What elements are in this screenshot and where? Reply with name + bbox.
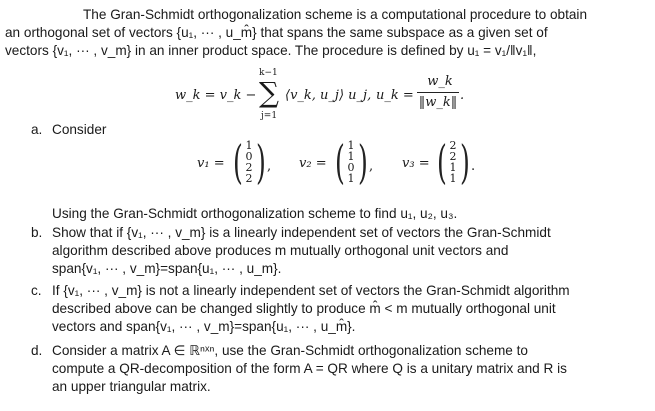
part-b-label: b. xyxy=(31,225,43,240)
v2-entry: 0 xyxy=(347,161,355,174)
v1-entry: 2 xyxy=(245,161,253,174)
fraction-bar xyxy=(417,92,459,93)
intro-line-1: The Gran-Schmidt orthogonalization scheme is a computational procedure to obtain xyxy=(83,7,588,22)
part-d-label: d. xyxy=(31,343,43,358)
part-d-line-1: Consider a matrix A ∈ ℝⁿˣⁿ, use the Gran-Schmidt orthogonalization scheme to xyxy=(52,343,528,358)
v1-right-paren: ) xyxy=(256,135,266,189)
part-b-line-1: Show that if {v₁, ··· , v_m} is a linearly independent set of vectors the Gran-Schmidt xyxy=(52,225,551,240)
part-d-line-2: compute a QR-decomposition of the form A = QR where Q is a unitary matrix and R is xyxy=(52,361,567,376)
v1-separator: , xyxy=(267,159,272,174)
sum-symbol: ∑ xyxy=(259,76,279,109)
sum-upper-limit: k−1 xyxy=(259,68,278,78)
formula-period: . xyxy=(460,88,465,103)
part-c-line-3: vectors and span{v₁, ··· , v_m}=span{u₁, ··· , u_m̂}. xyxy=(52,319,356,334)
v3-entry: 1 xyxy=(449,161,457,174)
part-c-line-2: described above can be changed slightly to produce m̂ < m mutually orthogonal unit xyxy=(52,301,556,316)
v1-entry: 0 xyxy=(245,150,253,163)
fraction-numerator: w_k xyxy=(427,74,453,89)
part-b-line-3: span{v₁, ··· , v_m}=span{u₁, ··· , u_m}. xyxy=(52,261,282,276)
u-definition: u_k = xyxy=(376,88,414,103)
v2-label: v₂ = xyxy=(299,156,327,171)
v1-entry: 2 xyxy=(245,172,253,185)
v2-entry: 1 xyxy=(347,139,355,152)
v2-entry: 1 xyxy=(347,172,355,185)
part-b-line-2: algorithm described above produces m mutually orthogonal unit vectors and xyxy=(52,243,509,258)
part-c-label: c. xyxy=(31,283,42,298)
w-definition: w_k = v_k − xyxy=(175,88,257,103)
sum-lower-limit: j=1 xyxy=(261,111,278,121)
sum-body: ⟨v_k, u_j⟩ u_j, xyxy=(285,88,372,103)
v3-entry: 1 xyxy=(449,172,457,185)
fraction-denominator: ‖w_k‖ xyxy=(418,95,458,110)
v3-right-paren: ) xyxy=(460,135,470,189)
v2-entry: 1 xyxy=(347,150,355,163)
v3-left-paren: ( xyxy=(437,135,447,189)
v3-label: v₃ = xyxy=(402,156,430,171)
intro-line-3: vectors {v₁, ··· , v_m} in an inner product space. The procedure is defined by u₁ = v₁/‖v₁‖, xyxy=(5,43,537,58)
v2-left-paren: ( xyxy=(335,135,345,189)
intro-line-2: an orthogonal set of vectors {u₁, ··· , u_m̂} that spans the same subspace as a given set of xyxy=(5,25,548,40)
v3-entry: 2 xyxy=(449,150,457,163)
part-a-instruction: Using the Gran-Schmidt orthogonalization scheme to find u₁, u₂, u₃. xyxy=(52,206,458,221)
v1-left-paren: ( xyxy=(233,135,243,189)
v1-label: v₁ = xyxy=(197,156,225,171)
part-a-text: Consider xyxy=(52,122,107,137)
part-c-line-1: If {v₁, ··· , v_m} is not a linearly independent set of vectors the Gran-Schmidt algorithm xyxy=(52,283,570,298)
v2-separator: , xyxy=(369,159,374,174)
v3-entry: 2 xyxy=(449,139,457,152)
v3-separator: . xyxy=(471,159,476,174)
v1-entry: 1 xyxy=(245,139,253,152)
v2-right-paren: ) xyxy=(358,135,368,189)
part-a-label: a. xyxy=(31,122,43,137)
part-d-line-3: an upper triangular matrix. xyxy=(52,379,211,394)
